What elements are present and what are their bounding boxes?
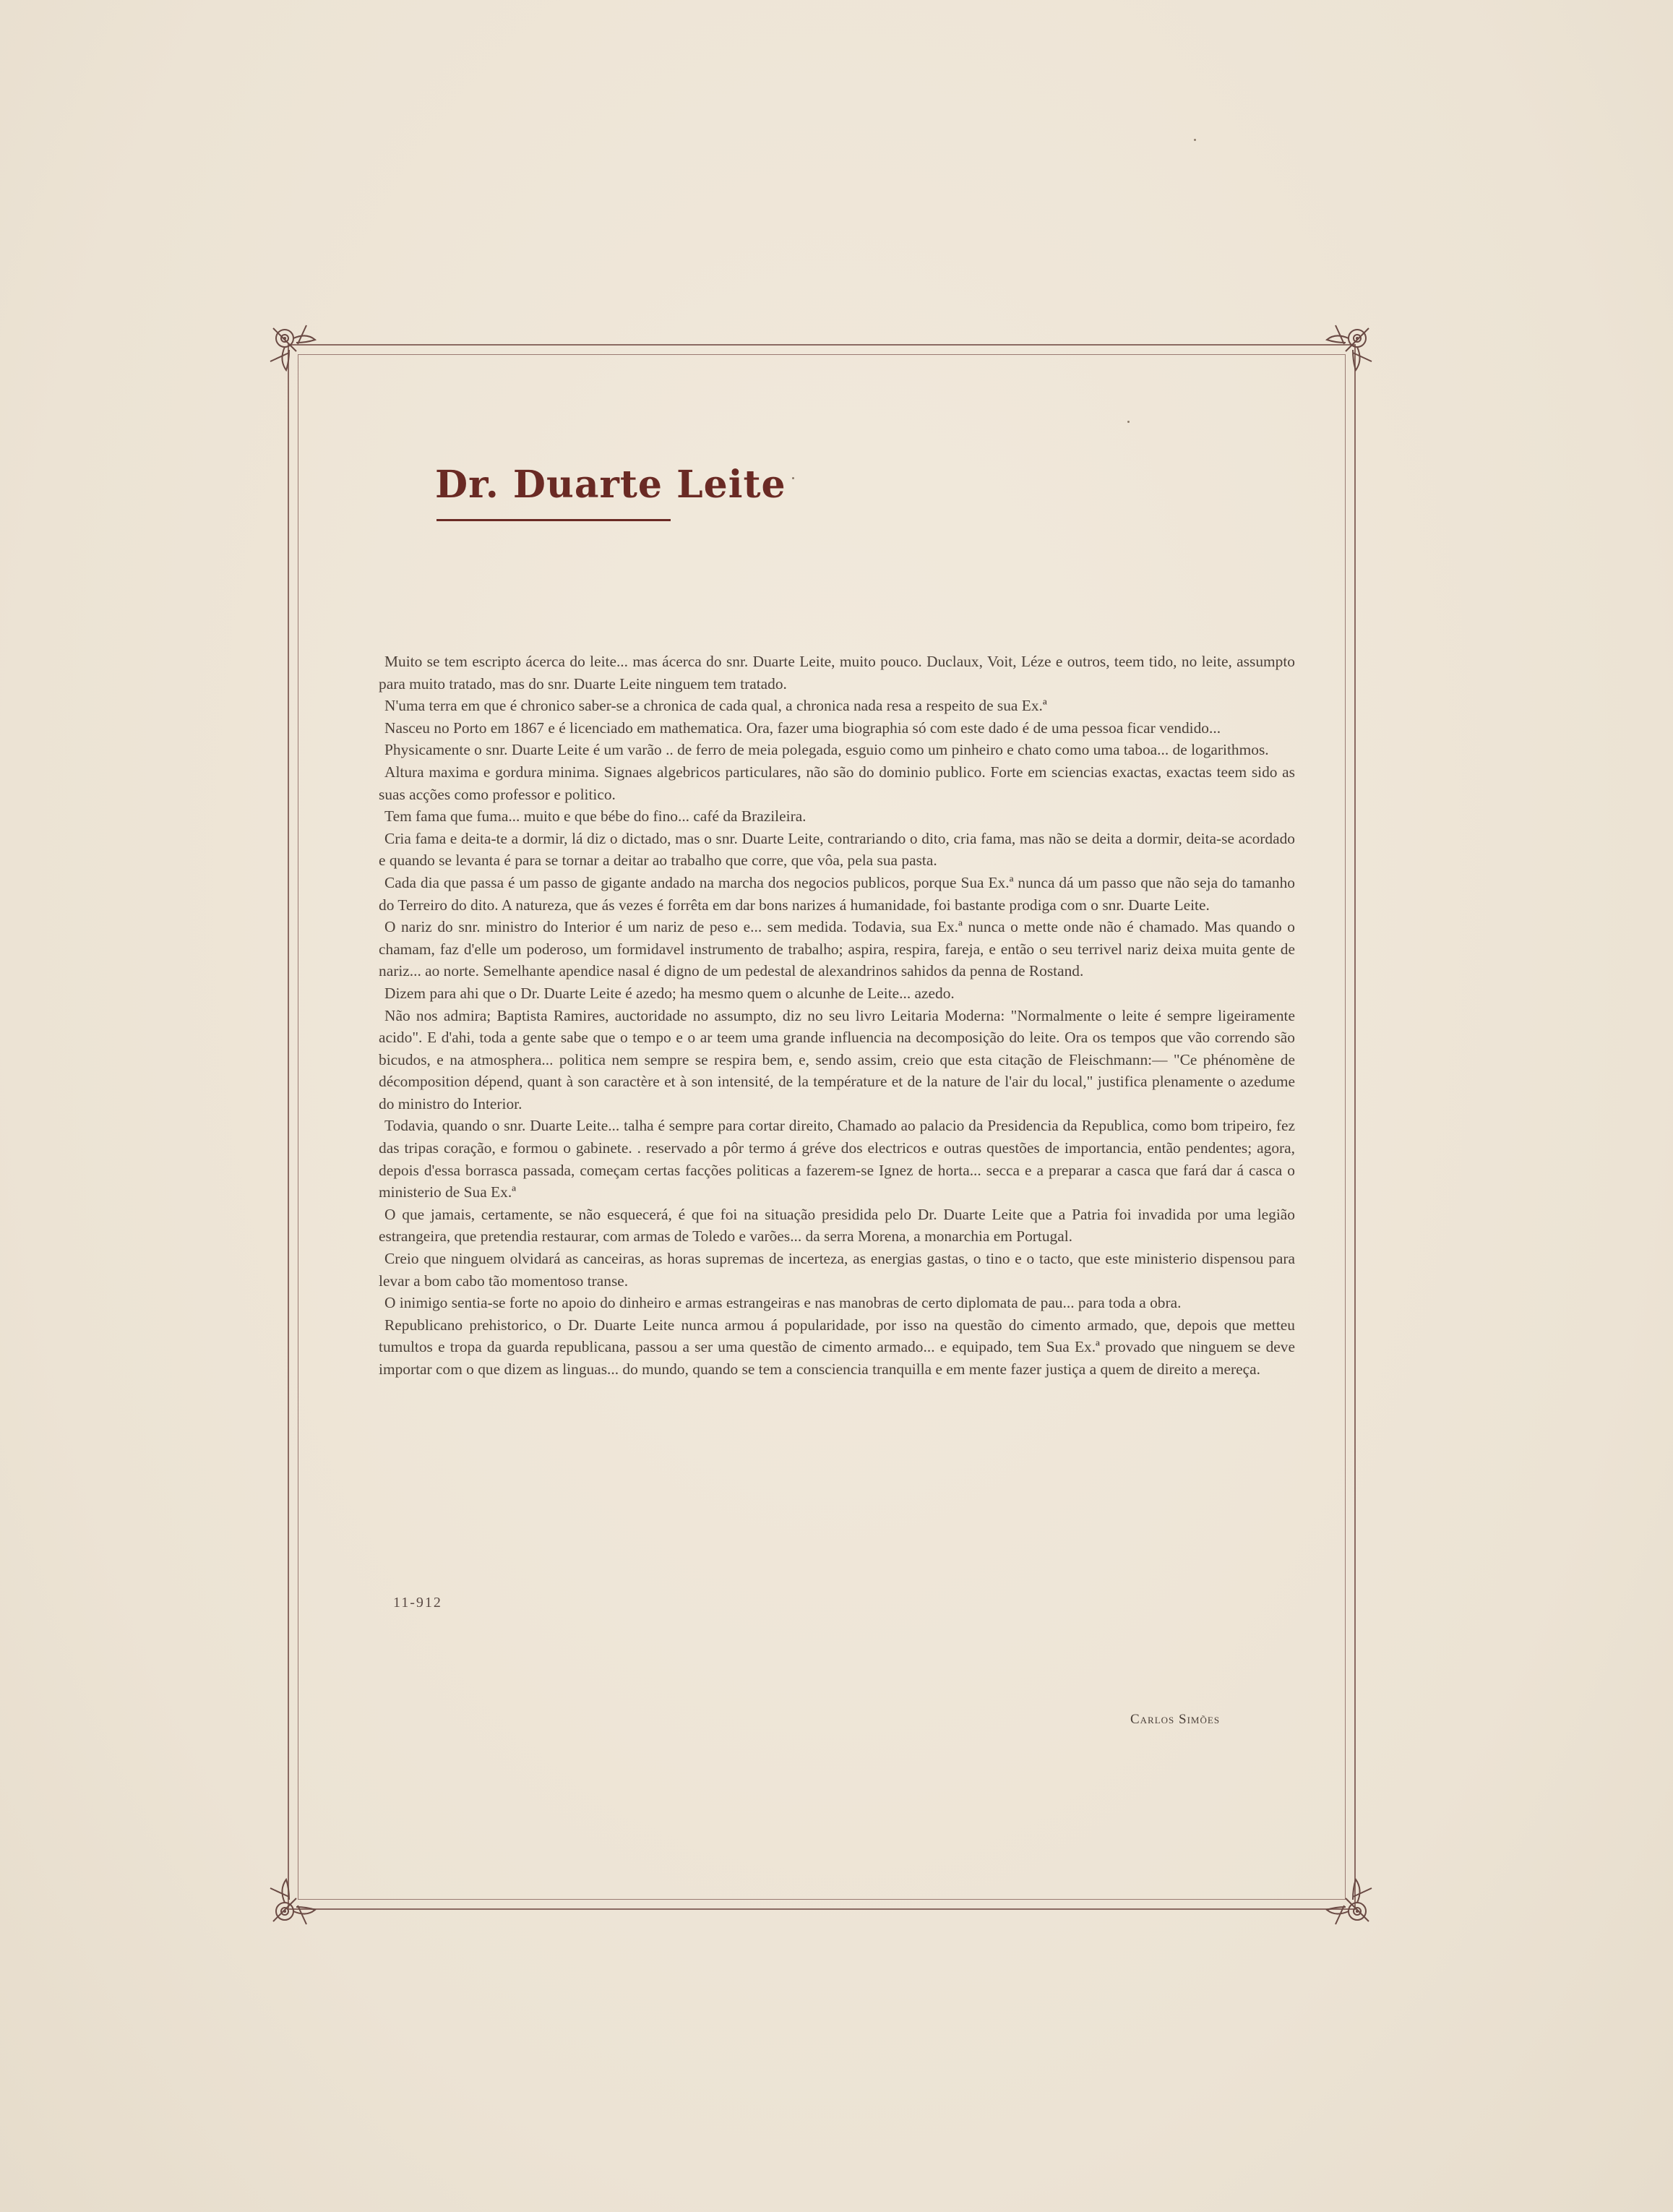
paragraph: Tem fama que fuma... muito e que bébe do fino... café da Brazileira. [384, 807, 807, 826]
title-underline [436, 519, 671, 521]
author-signature: Carlos Simões [1130, 1712, 1221, 1727]
paragraph: Não nos admira; Baptista Ramires, auctoridade no assumpto, diz no seu livro Leitaria Moderna: "Normalmente o leite é sempre ligeiramente acido". E d'ahi, toda a gente sabe que o tempo e o ar teem uma grande influencia na decomposição do leite. Ora os tempos que vão correndo são bicudos, e na atmosphera... politica nem sempre se respira bem, e, sendo assim, creio que esta citação de Fleischmann:— "Ce phénomène de décomposition dépend, quant à son caractère et à son intensité, de la température et de la nature de l'air du local," justifica plenamente o azedume do ministro do Interior. [379, 1006, 1295, 1113]
paragraph: Physicamente o snr. Duarte Leite é um varão .. de ferro de meia polegada, esguio como um pinheiro e chato como uma taboa... de logarithmos. [384, 741, 1269, 759]
corner-ornament-icon [263, 318, 332, 387]
paragraph: Dizem para ahi que o Dr. Duarte Leite é azedo; ha mesmo quem o alcunhe de Leite... azedo. [384, 984, 955, 1002]
corner-ornament-icon [1309, 318, 1379, 387]
paragraph: Republicano prehistorico, o Dr. Duarte Leite nunca armou á popularidade, por isso na questão do cimento armado, que, depois que metteu tumultos e tropa da guarda republicana, passou a ser uma questão de cimento armado... e equipado, tem Sua Ex.ª provado que ninguem se deve importar com o que dizem as linguas... do mundo, quando se tem a consciencia tranquilla e em mente fazer justiça a quem de direito a mereça. [379, 1316, 1295, 1378]
paragraph: Todavia, quando o snr. Duarte Leite... talha é sempre para cortar direito, Chamado ao palacio da Presidencia da Republica, como bom tripeiro, fez das tripas coração, e formou o gabinete. . reservado a pôr termo á gréve dos electricos e outras questões de importancia, então pendentes; agora, depois d'essa borrasca passada, começam certas facções politicas a fazerem-se Ignez de horta... secca e a preparar a casca que fará dar á casca o ministerio de Sua Ex.ª [379, 1117, 1295, 1201]
corner-ornament-icon [1309, 1862, 1379, 1932]
paragraph: O que jamais, certamente, se não esquecerá, é que foi na situação presidida pelo Dr. Duarte Leite que a Patria foi invadida por uma legião estrangeira, que pretendia restaurar, com armas de Toledo e varões... da serra Morena, a monarchia em Portugal. [379, 1205, 1295, 1246]
paragraph: Nasceu no Porto em 1867 e é licenciado em mathematica. Ora, fazer uma biographia só com este dado é de uma pessoa ficar vendido... [384, 719, 1221, 737]
paper-speck [1194, 139, 1196, 141]
paragraph: Cria fama e deita-te a dormir, lá diz o dictado, mas o snr. Duarte Leite, contrariando o dito, cria fama, mas não se deita a dormir, deita-se acordado e quando se levanta é para se tornar a deitar ao trabalho que corre, que vôa, pela sua pasta. [379, 829, 1295, 870]
paper-speck [1127, 421, 1130, 423]
article-body [379, 651, 1295, 1381]
paragraph: N'uma terra em que é chronico saber-se a chronica de cada qual, a chronica nada resa a respeito de sua Ex.ª [384, 697, 1047, 715]
paragraph: Muito se tem escripto ácerca do leite... mas ácerca do snr. Duarte Leite, muito pouco. Duclaux, Voit, Léze e outros, teem tido, no leite, assumpto para muito tratado, mas do snr. Duarte Leite ninguem tem tratado. [379, 653, 1295, 693]
paragraph: Creio que ninguem olvidará as canceiras, as horas supremas de incerteza, as energias gastas, o tino e o tacto, que este ministerio dispensou para levar a bom cabo tão momentoso transe. [379, 1250, 1295, 1290]
paragraph: Cada dia que passa é um passo de gigante andado na marcha dos negocios publicos, porque Sua Ex.ª nunca dá um passo que não seja do tamanho do Terreiro do dito. A natureza, que ás vezes é forrêta em dar bons narizes á humanidade, foi bastante prodiga com o snr. Duarte Leite. [379, 873, 1295, 914]
page-title: Dr. Duarte Leite [435, 463, 786, 507]
date-mark: 11-912 [393, 1595, 442, 1611]
paragraph: O nariz do snr. ministro do Interior é um nariz de peso e... sem medida. Todavia, sua Ex.ª nunca o mette onde não é chamado. Mas quando o chamam, faz d'elle um poderoso, um formidavel instrumento de trabalho; aspira, respira, fareja, e então o seu terrivel nariz deixa muita gente de nariz... ao norte. Semelhante apendice nasal é digno de um pedestal de alexandrinos sahidos da penna de Rostand. [379, 918, 1295, 980]
paragraph: O inimigo sentia-se forte no apoio do dinheiro e armas estrangeiras e nas manobras de certo diplomata de pau... para toda a obra. [384, 1294, 1182, 1312]
paper-speck [792, 477, 794, 479]
paragraph: Altura maxima e gordura minima. Signaes algebricos particulares, não são do dominio publico. Forte em sciencias exactas, exactas teem sido as suas acções como professor e politico. [379, 763, 1295, 803]
corner-ornament-icon [263, 1862, 332, 1932]
